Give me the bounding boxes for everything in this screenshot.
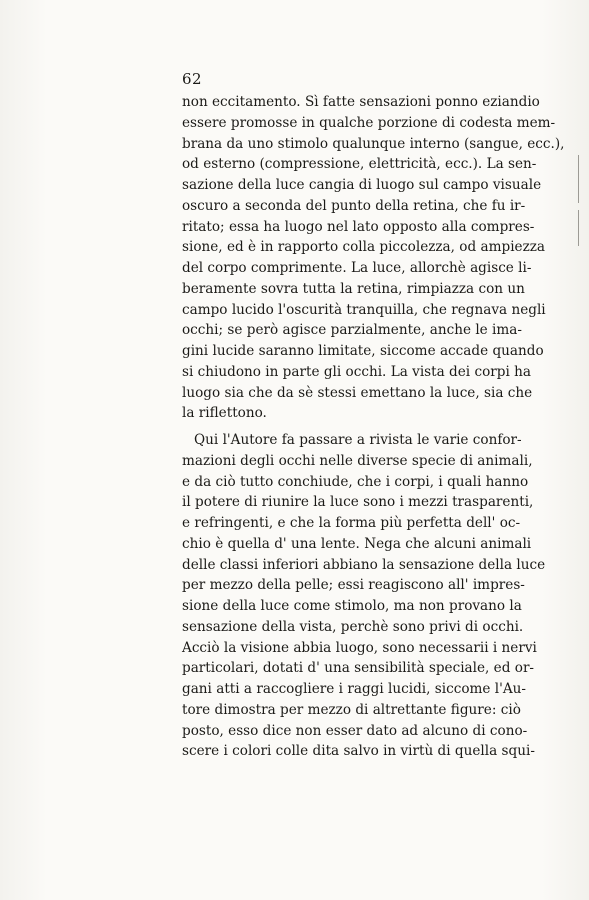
text-line: del corpo comprimente. La luce, allorchè agisce li- — [182, 260, 532, 276]
text-line: si chiudono in parte gli occhi. La vista dei corpi ha — [182, 363, 531, 380]
text-line: occhi; se però agisce parzialmente, anche le ima- — [182, 322, 522, 339]
page-edge-mark — [578, 210, 579, 246]
text-line: oscuro a seconda del punto della retina, che fu ir- — [182, 197, 526, 214]
page-edge-mark — [578, 155, 579, 203]
text-line: delle classi inferiori abbiano la sensazione della luce — [182, 556, 546, 573]
page-number: 62 — [182, 70, 203, 88]
text-line: Qui l'Autore fa passare a rivista le varie confor- — [194, 432, 522, 448]
text-line: luogo sia che da sè stessi emettano la luce, sia che — [182, 384, 533, 401]
paragraph-2 — [182, 430, 546, 762]
text-line: per mezzo della pelle; essi reagiscono all' impres- — [182, 577, 525, 594]
text-line: sensazione della vista, perchè sono privi di occhi. — [182, 618, 524, 635]
text-line: od esterno (compressione, elettricità, ecc.). La sen- — [182, 156, 537, 173]
text-line: gani atti a raccogliere i raggi lucidi, siccome l'Au- — [182, 681, 527, 697]
text-line: ritato; essa ha luogo nel lato opposto alla compres- — [182, 218, 535, 235]
text-line: posto, esso dice non esser dato ad alcuno di cono- — [182, 722, 528, 739]
text-line: campo lucido l'oscurità tranquilla, che regnava negli — [182, 301, 546, 318]
text-line: il potere di riunire la luce sono i mezzi trasparenti, — [182, 494, 534, 511]
text-line: essere promosse in qualche porzione di codesta mem- — [182, 114, 556, 131]
text-line: scere i colori colle dita salvo in virtù di quella squi- — [182, 743, 535, 760]
text-line: mazioni degli occhi nelle diverse specie di animali, — [182, 452, 533, 469]
text-line: sazione della luce cangia di luogo sul campo visuale — [182, 177, 542, 193]
text-line: particolari, dotati d' una sensibilità speciale, ed or- — [182, 660, 535, 677]
text-line: sione, ed è in rapporto colla piccolezza, od ampiezza — [182, 239, 546, 256]
text-line: brana da uno stimolo qualunque interno (sangue, ecc.), — [182, 135, 565, 152]
text-line: la riflettono. — [182, 405, 267, 422]
text-line: beramente sovra tutta la retina, rimpiazza con un — [182, 280, 525, 297]
text-line: tore dimostra per mezzo di altrettante figure: ciò — [182, 701, 521, 718]
text-line: e da ciò tutto conchiude, che i corpi, i quali hanno — [182, 473, 529, 490]
text-line: gini lucide saranno limitate, siccome accade quando — [182, 343, 544, 359]
text-line: sione della luce come stimolo, ma non provano la — [182, 598, 522, 614]
text-line: Acciò la visione abbia luogo, sono necessarii i nervi — [182, 639, 537, 656]
text-line: non eccitamento. Sì fatte sensazioni ponno eziandio — [182, 94, 540, 110]
text-line: e refringenti, e che la forma più perfetta dell' oc- — [182, 515, 521, 531]
body-text — [182, 92, 565, 762]
text-line: chio è quella d' una lente. Nega che alcuni animali — [182, 535, 532, 552]
paragraph-1 — [182, 92, 565, 424]
